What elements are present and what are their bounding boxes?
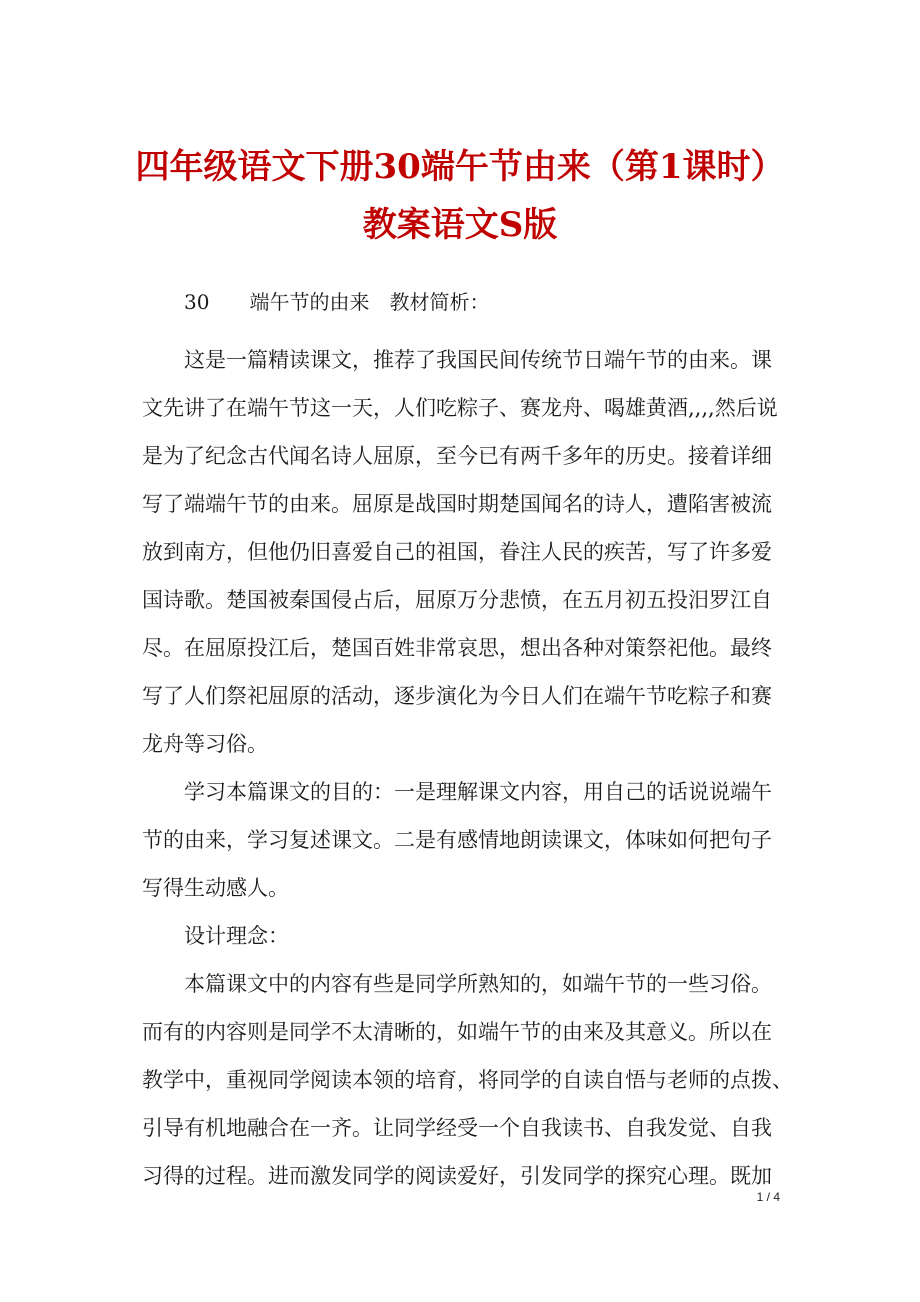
intro-line: 国诗歌。楚国被秦国侵占后，屈原万分悲愤，在五月初五投汨罗江自 [142,588,772,612]
intro-line: 尽。在屈原投江后，楚国百姓非常哀思，想出各种对策祭祀他。最终 [142,636,772,660]
intro-line: 龙舟等习俗。 [142,732,268,756]
design-line: 教学中，重视同学阅读本领的培育，将同学的自读自悟与老师的点拨、 [142,1068,793,1092]
document-title-line1: 四年级语文下册30端午节由来（第1课时） [135,147,785,187]
intro-line: 写了人们祭祀屈原的活动，逐步演化为今日人们在端午节吃粽子和赛 [142,684,772,708]
design-line: 引导有机地融合在一齐。让同学经受一个自我读书、自我发觉、自我 [142,1116,772,1140]
design-heading: 设计理念： [184,924,289,948]
purpose-paragraph [142,768,794,912]
intro-line: 是为了纪念古代闻名诗人屈原，至今已有两千多年的历史。接着详细 [142,444,772,468]
page-number: 1 / 4 [756,1190,780,1204]
purpose-line: 学习本篇课文的目的：一是理解课文内容，用自己的话说说端午 [184,780,772,804]
intro-line: 文先讲了在端午节这一天，人们吃粽子、赛龙舟、喝雄黄酒,,,,然后说 [142,396,778,420]
intro-line: 放到南方，但他仍旧喜爱自己的祖国，眷注人民的疾苦，写了许多爱 [142,540,772,564]
design-heading-paragraph [142,912,794,960]
design-line: 而有的内容则是同学不太清晰的，如端午节的由来及其意义。所以在 [142,1020,772,1044]
intro-line: 这是一篇精读课文，推荐了我国民间传统节日端午节的由来。课 [184,348,772,372]
lesson-heading: 30 端午节的由来 教材简析： [184,290,490,314]
design-line: 本篇课文中的内容有些是同学所熟知的，如端午节的一些习俗。 [184,972,772,996]
intro-line: 写了端端午节的由来。屈原是战国时期楚国闻名的诗人，遭陷害被流 [142,492,772,516]
purpose-line: 节的由来，学习复述课文。二是有感情地朗读课文，体味如何把句子 [142,828,772,852]
design-paragraph [142,960,794,1200]
document-title-line2: 教案语文S版 [362,205,558,245]
intro-paragraph [142,336,794,768]
purpose-line: 写得生动感人。 [142,876,289,900]
design-line: 习得的过程。进而激发同学的阅读爱好，引发同学的探究心理。既加 [142,1164,772,1188]
